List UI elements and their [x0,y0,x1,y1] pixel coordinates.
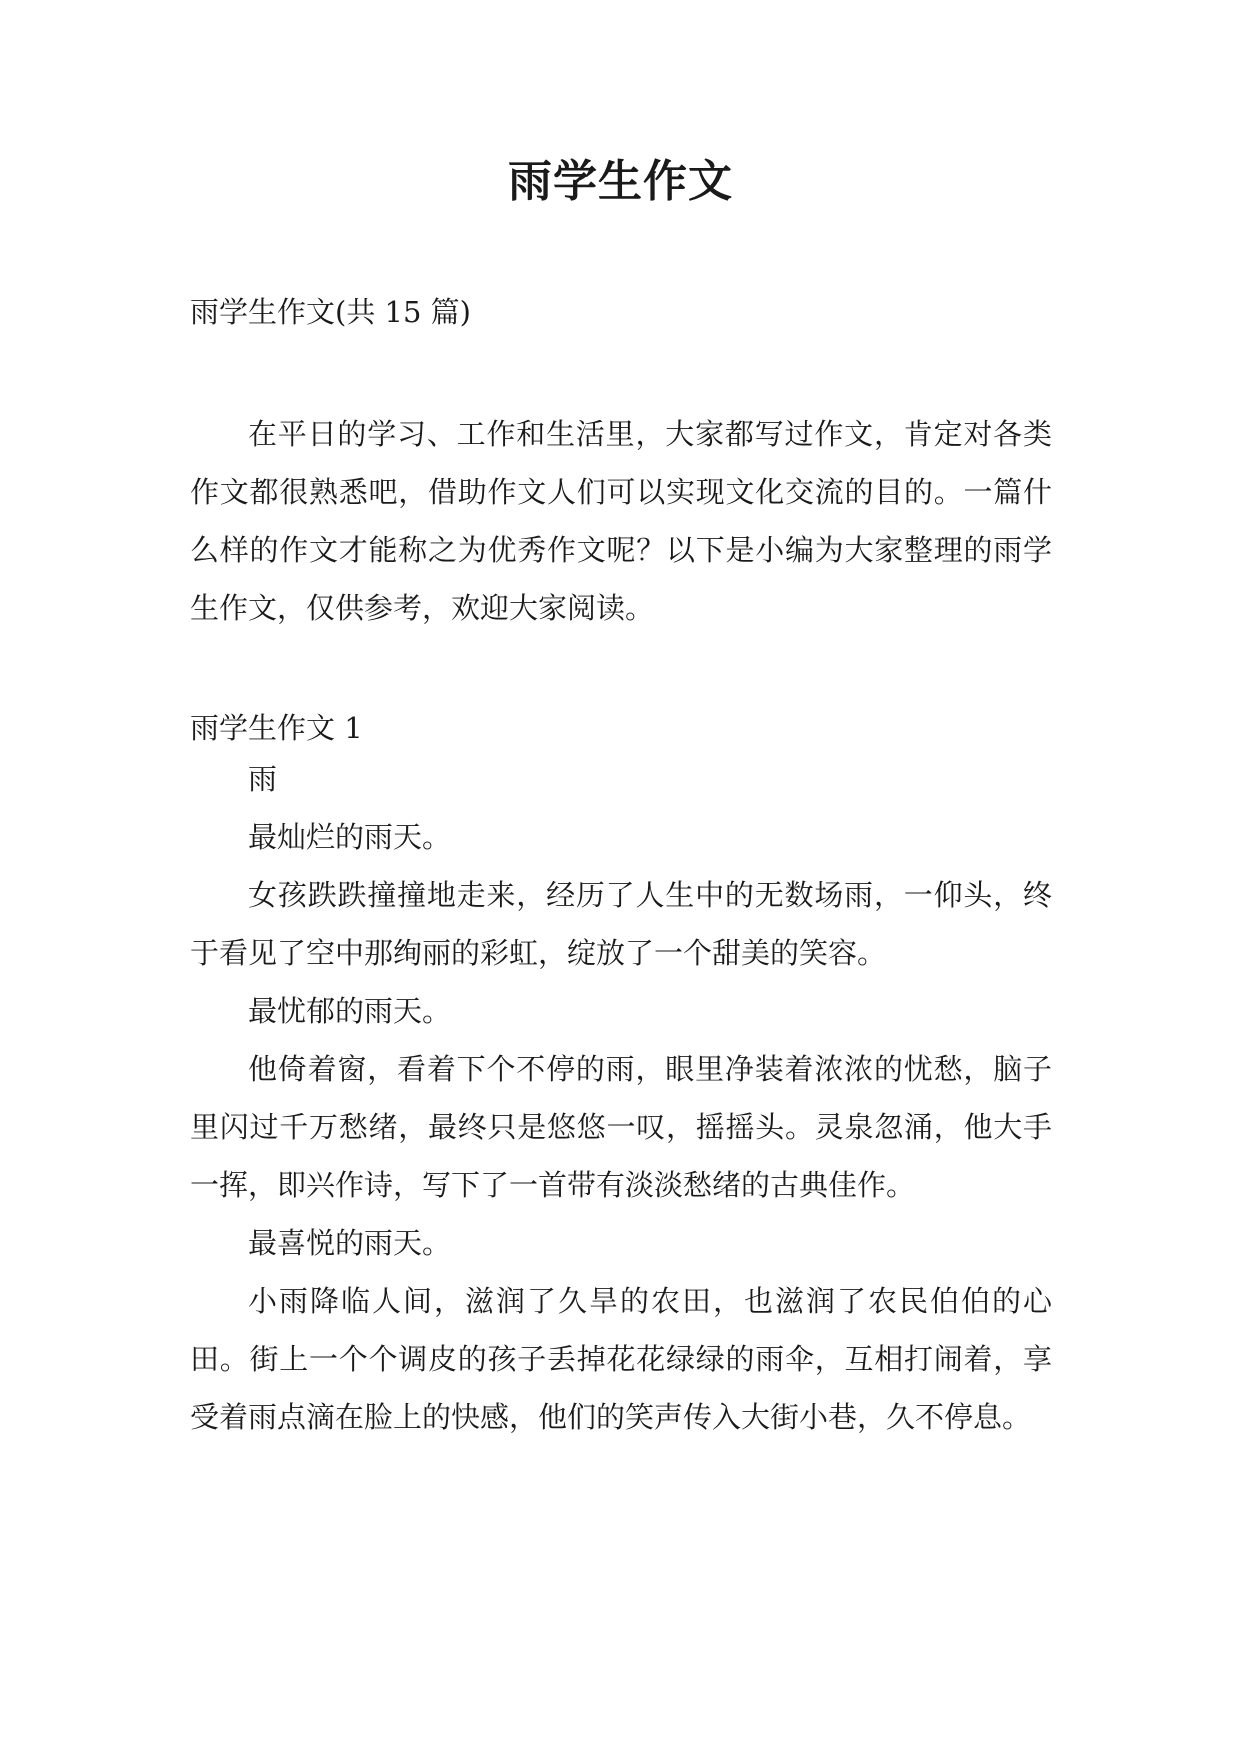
essay-paragraph: 他倚着窗，看着下个不停的雨，眼里净装着浓浓的忧愁，脑子里闪过千万愁绪，最终只是悠悠一叹，摇摇头。灵泉忽涌，他大手一挥，即兴作诗，写下了一首带有淡淡愁绪的古典佳作。 [190,1052,1052,1202]
essay-body [190,750,1052,1446]
essay-paragraph: 最忧郁的雨天。 [248,994,452,1028]
essay-paragraph: 最喜悦的雨天。 [248,1226,452,1260]
essay-paragraph: 最灿烂的雨天。 [248,820,452,854]
section-heading: 雨学生作文 1 [190,711,363,745]
essay-paragraph: 雨 [248,762,278,796]
document-subtitle: 雨学生作文(共 15 篇) [190,295,471,329]
intro-paragraph: 在平日的学习、工作和生活里，大家都写过作文，肯定对各类作文都很熟悉吧，借助作文人们可以实现文化交流的目的。一篇什么样的作文才能称之为优秀作文呢？以下是小编为大家整理的雨学生作文，仅供参考，欢迎大家阅读。 [190,417,1052,625]
essay-paragraph: 小雨降临人间，滋润了久旱的农田，也滋润了农民伯伯的心田。街上一个个调皮的孩子丢掉花花绿绿的雨伞，互相打闹着，享受着雨点滴在脸上的快感，他们的笑声传入大街小巷，久不停息。 [190,1284,1052,1434]
page-title: 雨学生作文 [508,156,733,207]
essay-paragraph: 女孩跌跌撞撞地走来，经历了人生中的无数场雨，一仰头，终于看见了空中那绚丽的彩虹，绽放了一个甜美的笑容。 [190,878,1052,970]
